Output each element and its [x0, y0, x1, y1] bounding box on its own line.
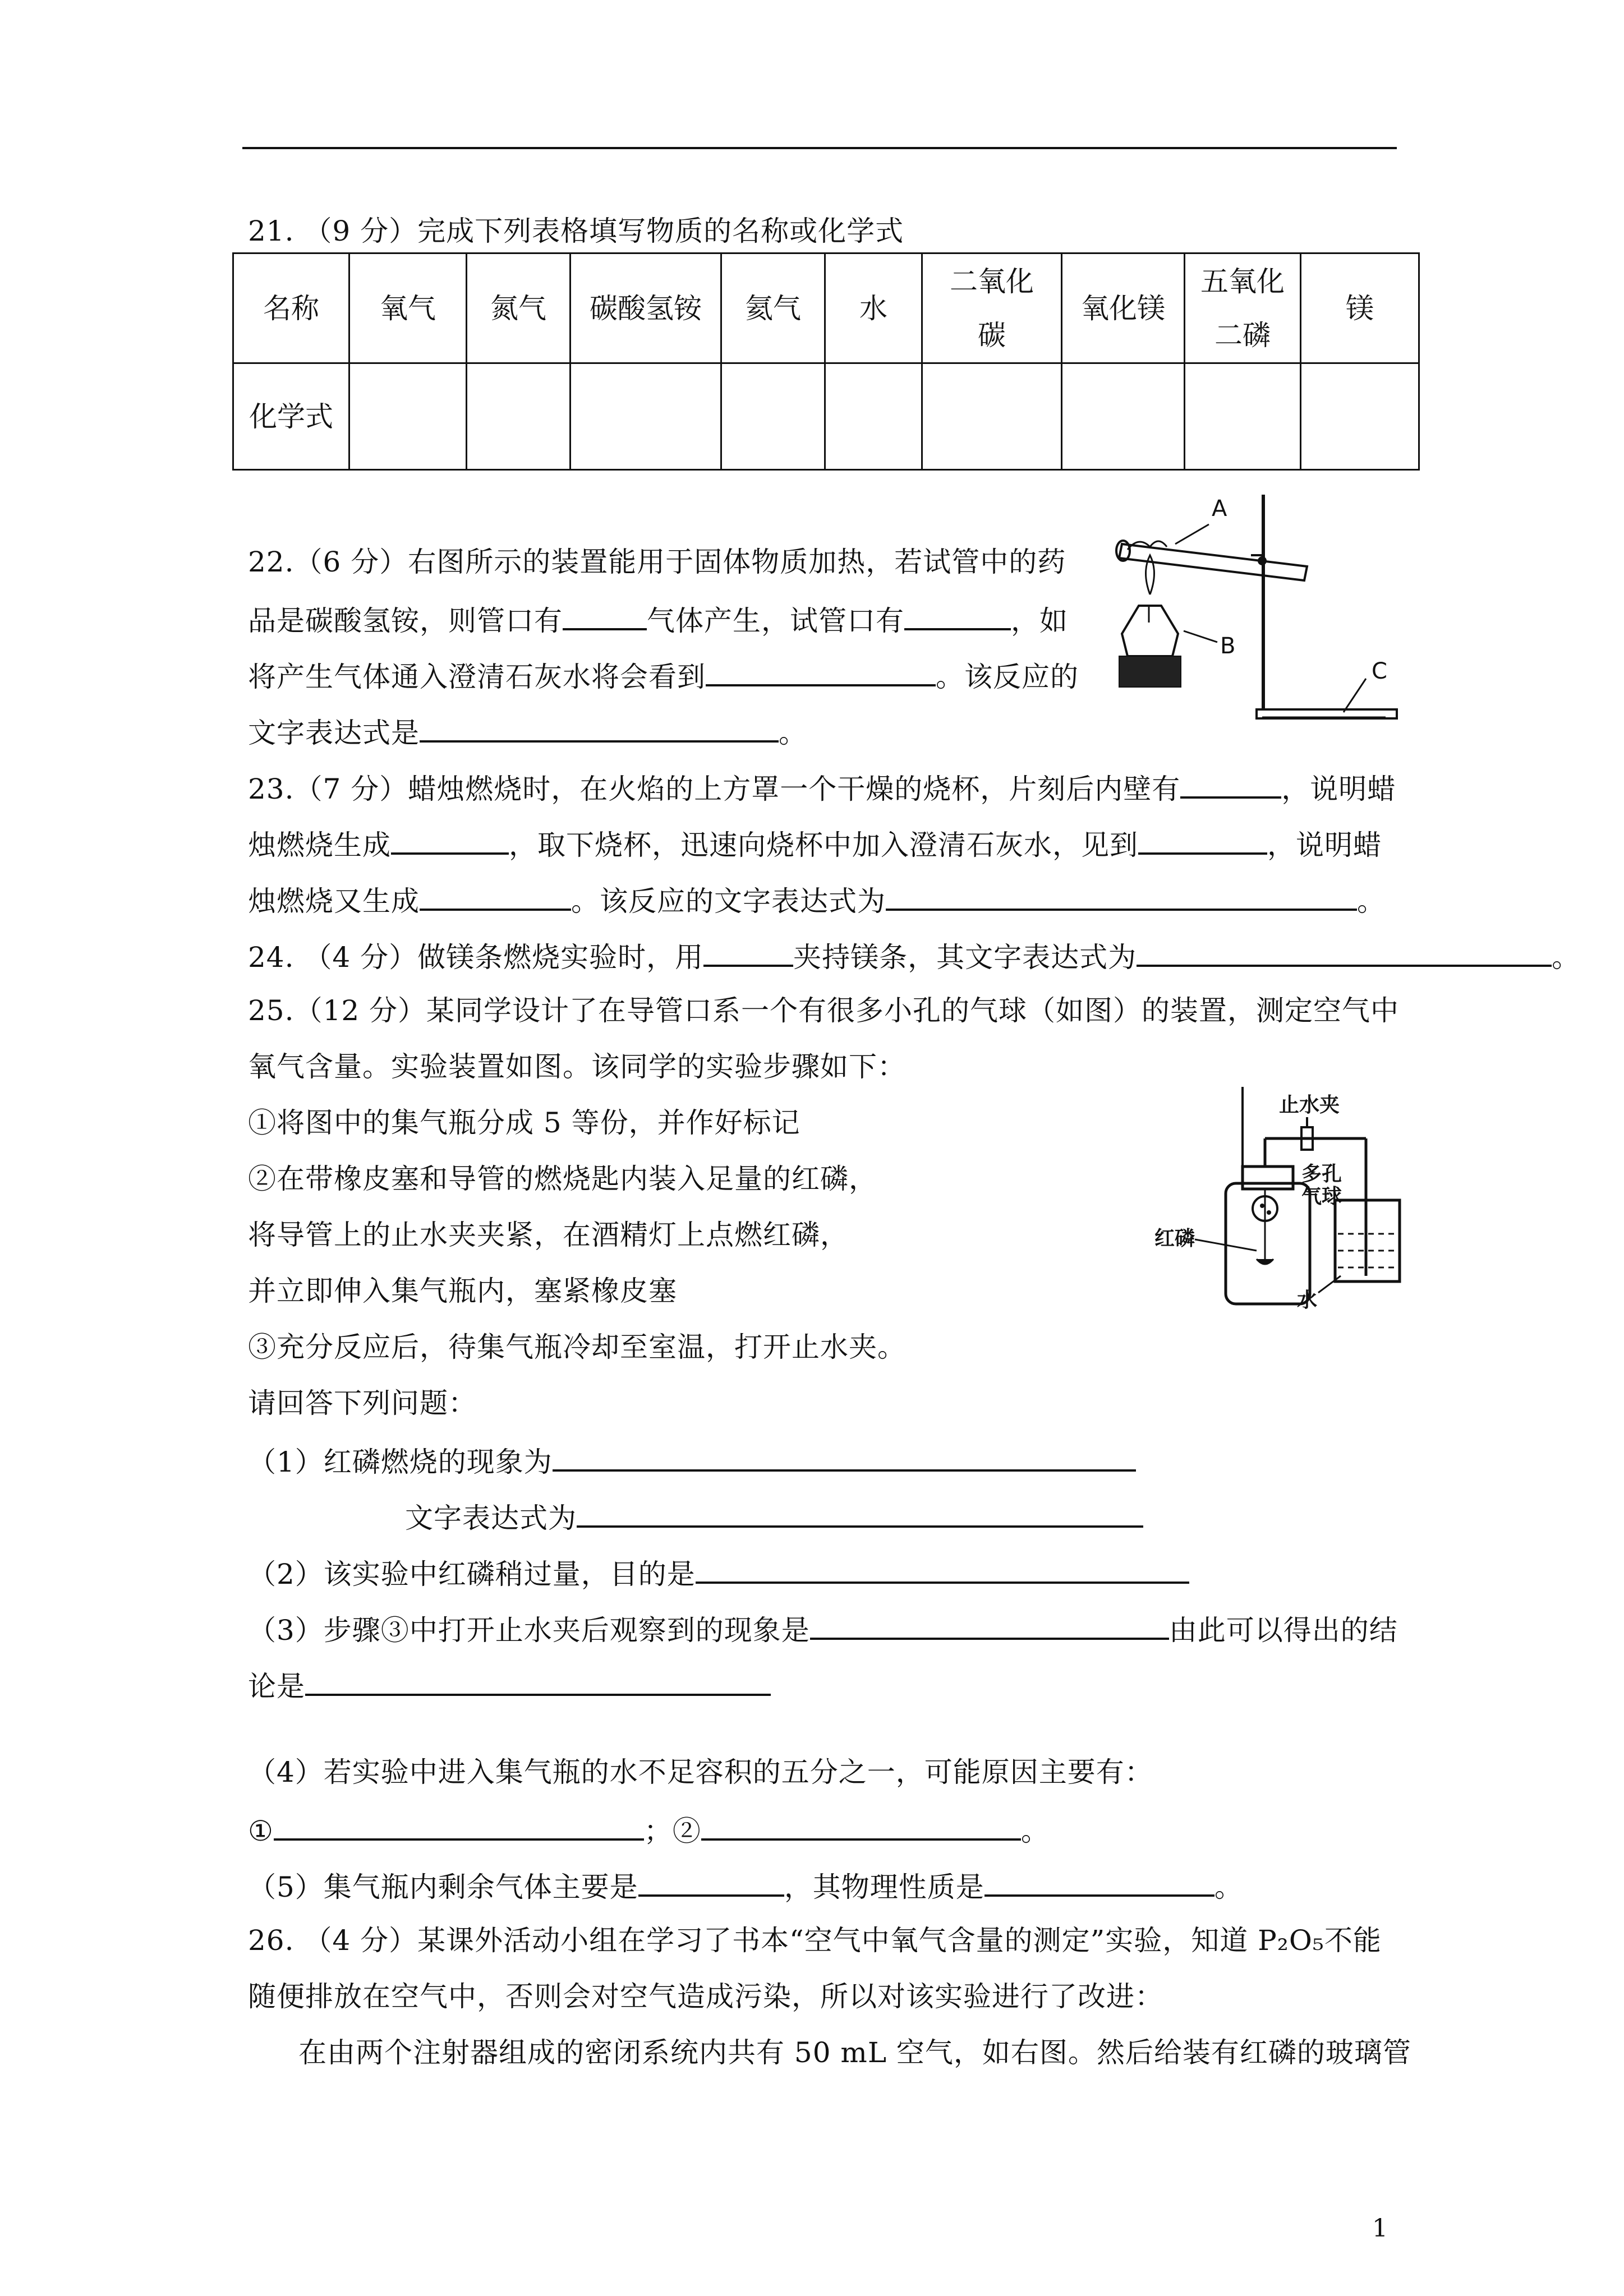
phosphorus-apparatus-figure	[1150, 1082, 1430, 1318]
answer-blank[interactable]	[391, 826, 509, 855]
q22-line3: 将产生气体通入澄清石灰水将会看到 。该反应的	[248, 657, 1079, 694]
cell-name: 氮气	[467, 253, 571, 363]
q25-sub3c: 论是	[248, 1667, 771, 1703]
answer-blank[interactable]	[1138, 826, 1267, 855]
q22-line2: 品是碳酸氢铵，则管口有 气体产生，试管口有 ，如	[248, 601, 1068, 638]
cell-name: 五氧化 二磷	[1185, 253, 1301, 363]
answer-blank[interactable]	[577, 1499, 1143, 1528]
row-label-name: 名称	[233, 253, 349, 363]
heating-apparatus-drawing	[1088, 488, 1408, 723]
row-label-formula: 化学式	[233, 363, 349, 470]
cell-name: 镁	[1301, 253, 1419, 363]
formula-cell[interactable]	[922, 363, 1062, 470]
q25-sub3: （3）步骤③中打开止水夹后观察到的现象是 由此可以得出的结	[248, 1611, 1398, 1647]
formula-cell[interactable]	[1185, 363, 1301, 470]
heating-apparatus-figure	[1088, 488, 1408, 723]
q25-line1: 25.（12 分）某同学设计了在导管口系一个有很多小孔的气球（如图）的装置，测定空气中	[248, 994, 1400, 1027]
answer-blank[interactable]	[886, 882, 1357, 911]
answer-blank[interactable]	[1180, 769, 1281, 799]
phosphorus-apparatus-drawing	[1150, 1082, 1430, 1318]
q25-line2: 氧气含量。实验装置如图。该同学的实验步骤如下：	[248, 1050, 906, 1083]
q22-line1: 22.（6 分）右图所示的装置能用于固体物质加热，若试管中的药	[248, 546, 1066, 578]
formula-cell[interactable]	[1301, 363, 1419, 470]
q25-sub2: （2）该实验中红磷稍过量，目的是	[248, 1555, 1189, 1591]
cell-name: 水	[825, 253, 922, 363]
page-number: 1	[1372, 2214, 1388, 2243]
table-row-names	[233, 253, 1419, 363]
figure-label-water: 水	[1297, 1289, 1318, 1312]
q25-step1: ①将图中的集气瓶分成 5 等份，并作好标记	[248, 1106, 801, 1139]
answer-blank[interactable]	[984, 1868, 1214, 1897]
cell-name: 氧化镁	[1062, 253, 1185, 363]
answer-blank[interactable]	[305, 1667, 771, 1696]
figure-label-b: B	[1220, 633, 1236, 659]
answer-blank[interactable]	[638, 1868, 784, 1897]
q25-prompt: 请回答下列问题：	[248, 1387, 477, 1419]
q26-line1: 26. （4 分）某课外活动小组在学习了书本“空气中氧气含量的测定”实验，知道 P₂O₅不能	[248, 1924, 1382, 1957]
figure-label-c: C	[1372, 658, 1387, 684]
formula-cell[interactable]	[721, 363, 825, 470]
cell-name: 氧气	[349, 253, 467, 363]
cell-name: 碳酸氢铵	[571, 253, 721, 363]
answer-blank[interactable]	[420, 882, 571, 911]
q25-step2c: 并立即伸入集气瓶内，塞紧橡皮塞	[248, 1275, 677, 1307]
figure-label-phosphorus: 红磷	[1154, 1227, 1195, 1250]
figure-label-a: A	[1212, 496, 1227, 522]
q25-sub1: （1）红磷燃烧的现象为	[248, 1442, 1136, 1479]
q24-line1: 24. （4 分）做镁条燃烧实验时，用 夹持镁条，其文字表达式为 。	[248, 938, 1580, 974]
cell-name: 二氧化 碳	[922, 253, 1062, 363]
formula-cell[interactable]	[349, 363, 467, 470]
q22-line4: 文字表达式是 。	[248, 713, 807, 750]
q26-line3: 在由两个注射器组成的密闭系统内共有 50 mL 空气，如右图。然后给装有红磷的玻璃管	[298, 2036, 1411, 2069]
answer-blank[interactable]	[703, 938, 793, 967]
q26-line2: 随便排放在空气中，否则会对空气造成污染，所以对该实验进行了改进：	[248, 1980, 1163, 2013]
q21-title: 21. （9 分）完成下列表格填写物质的名称或化学式	[248, 215, 904, 247]
q25-sub5: （5）集气瓶内剩余气体主要是 ，其物理性质是 。	[248, 1868, 1243, 1904]
answer-blank[interactable]	[810, 1611, 1169, 1640]
answer-blank[interactable]	[904, 601, 1011, 630]
answer-blank[interactable]	[696, 1555, 1189, 1584]
figure-label-clamp: 止水夹	[1279, 1094, 1340, 1117]
formula-cell[interactable]	[467, 363, 571, 470]
q23-line1: 23.（7 分）蜡烛燃烧时，在火焰的上方罩一个干燥的烧杯，片刻后内壁有 ，说明蜡	[248, 769, 1396, 806]
figure-label-balloon: 气球	[1301, 1185, 1342, 1208]
q25-step2a: ②在带橡皮塞和导管的燃烧匙内装入足量的红磷，	[248, 1163, 877, 1195]
cell-name: 氦气	[721, 253, 825, 363]
q25-sub4: （4）若实验中进入集气瓶的水不足容积的五分之一，可能原因主要有：	[248, 1756, 1153, 1788]
table-row-formulas	[233, 363, 1419, 470]
answer-blank[interactable]	[701, 1811, 1021, 1841]
q23-line2: 烛燃烧生成 ，取下烧杯，迅速向烧杯中加入澄清石灰水，见到 ，说明蜡	[248, 826, 1382, 862]
q25-sub4-answers: ① ；② 。	[248, 1811, 1050, 1848]
q25-step3: ③充分反应后，待集气瓶冷却至室温，打开止水夹。	[248, 1331, 906, 1363]
header-rule	[242, 147, 1397, 149]
answer-blank[interactable]	[274, 1811, 644, 1841]
formula-cell[interactable]	[825, 363, 922, 470]
substance-table	[232, 252, 1420, 471]
figure-label-balloon: 多孔	[1301, 1163, 1342, 1186]
formula-cell[interactable]	[571, 363, 721, 470]
q25-step2b: 将导管上的止水夹夹紧，在酒精灯上点燃红磷，	[248, 1219, 849, 1251]
answer-blank[interactable]	[420, 713, 779, 743]
answer-blank[interactable]	[553, 1442, 1136, 1472]
formula-cell[interactable]	[1062, 363, 1185, 470]
answer-blank[interactable]	[1137, 938, 1552, 967]
q23-line3: 烛燃烧又生成 。该反应的文字表达式为 。	[248, 882, 1386, 918]
q25-sub1b: 文字表达式为	[405, 1499, 1143, 1535]
answer-blank[interactable]	[563, 601, 647, 630]
answer-blank[interactable]	[706, 657, 936, 686]
